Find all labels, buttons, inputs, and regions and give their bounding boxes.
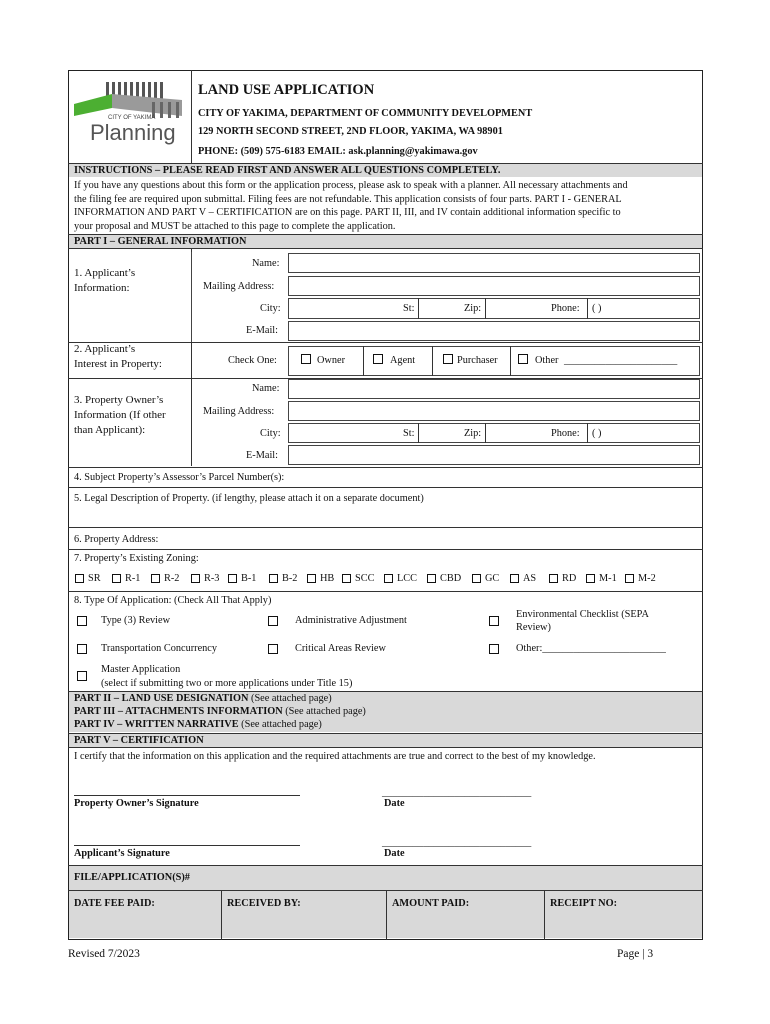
owner-info-label-3: than Applicant): bbox=[74, 424, 146, 436]
owner-signature-label: Property Owner’s Signature bbox=[74, 798, 199, 809]
zoning-option-label: SR bbox=[88, 573, 101, 584]
part3-line bbox=[74, 706, 366, 718]
transport-concurrency-label: Transportation Concurrency bbox=[101, 643, 218, 654]
zoning-b-1-checkbox[interactable] bbox=[228, 574, 237, 583]
part1-heading: PART I – GENERAL INFORMATION bbox=[74, 236, 247, 247]
zoning-option-label: R-3 bbox=[204, 573, 220, 584]
property-address-label: 6. Property Address: bbox=[74, 534, 159, 545]
other-interest-checkbox[interactable] bbox=[518, 354, 528, 364]
applicant-phone-paren: ( ) bbox=[592, 303, 602, 314]
admin-adjustment-label: Administrative Adjustment bbox=[295, 615, 407, 626]
instructions-line: your proposal and MUST be attached to this page to complete the application. bbox=[74, 221, 396, 232]
application-type-label: 8. Type Of Application: (Check All That Apply) bbox=[74, 595, 272, 606]
other-type-label[interactable]: Other:________________________ bbox=[516, 643, 666, 654]
owner-phone-paren: ( ) bbox=[592, 428, 602, 439]
zoning-lcc-checkbox[interactable] bbox=[384, 574, 393, 583]
zoning-option-label: AS bbox=[523, 573, 537, 584]
zoning-b-2-checkbox[interactable] bbox=[269, 574, 278, 583]
applicant-date-label: Date bbox=[384, 848, 405, 859]
department-contact: PHONE: (509) 575-6183 EMAIL: ask.planning@yakimawa.gov bbox=[198, 146, 478, 157]
received-by-label: RECEIVED BY: bbox=[227, 898, 301, 909]
applicant-phone-label: Phone: bbox=[551, 303, 580, 314]
other-interest-line[interactable]: ______________________ bbox=[564, 355, 678, 366]
zoning-r-3-checkbox[interactable] bbox=[191, 574, 200, 583]
owner-city-label: City: bbox=[260, 428, 281, 439]
instructions-heading: INSTRUCTIONS – PLEASE READ FIRST AND ANSWER ALL QUESTIONS COMPLETELY. bbox=[74, 165, 501, 176]
owner-name-input[interactable] bbox=[288, 379, 700, 399]
part4-heading: PART IV – WRITTEN NARRATIVE bbox=[74, 719, 239, 730]
receipt-number-label: RECEIPT NO: bbox=[550, 898, 618, 909]
amount-paid-label: AMOUNT PAID: bbox=[392, 898, 470, 909]
applicant-label: 1. Applicant’s bbox=[74, 267, 136, 279]
type3-review-checkbox[interactable] bbox=[77, 616, 87, 626]
agent-option-label: Agent bbox=[390, 355, 416, 366]
zoning-as-checkbox[interactable] bbox=[510, 574, 519, 583]
zoning-r-2-checkbox[interactable] bbox=[151, 574, 160, 583]
purchaser-checkbox[interactable] bbox=[443, 354, 453, 364]
applicant-city-label: City: bbox=[260, 303, 281, 314]
zoning-option-label: B-2 bbox=[282, 573, 298, 584]
zoning-option-label: R-1 bbox=[125, 573, 141, 584]
zoning-option-label: HB bbox=[320, 573, 335, 584]
zoning-r-1-checkbox[interactable] bbox=[112, 574, 121, 583]
admin-adjustment-checkbox[interactable] bbox=[268, 616, 278, 626]
file-application-label: FILE/APPLICATION(S)# bbox=[74, 872, 190, 883]
master-application-label: Master Application bbox=[101, 664, 181, 675]
zoning-option-label: B-1 bbox=[241, 573, 257, 584]
purchaser-option-label: Purchaser bbox=[457, 355, 498, 366]
department-address: 129 NORTH SECOND STREET, 2ND FLOOR, YAKIMA, WA 98901 bbox=[198, 126, 503, 137]
applicant-name-input[interactable] bbox=[288, 253, 700, 273]
zoning-option-label: GC bbox=[485, 573, 500, 584]
logo-planning-text: Planning bbox=[90, 120, 176, 145]
owner-state-label: St: bbox=[403, 428, 415, 439]
part4-note: (See attached page) bbox=[238, 719, 322, 730]
applicant-zip-label: Zip: bbox=[464, 303, 482, 314]
master-application-checkbox[interactable] bbox=[77, 671, 87, 681]
owner-option-label: Owner bbox=[317, 355, 346, 366]
interest-label: 2. Applicant’s bbox=[74, 343, 136, 355]
critical-areas-checkbox[interactable] bbox=[268, 644, 278, 654]
owner-mailing-input[interactable] bbox=[288, 401, 700, 421]
part2-heading: PART II – LAND USE DESIGNATION bbox=[74, 693, 249, 704]
instructions-line: the filing fee are required upon submittal. Filing fees are not refundable. This application consists of four parts. PART I - GENERAL bbox=[74, 194, 622, 205]
applicant-signature-label: Applicant’s Signature bbox=[74, 848, 170, 859]
zoning-gc-checkbox[interactable] bbox=[472, 574, 481, 583]
part2-note: (See attached page) bbox=[248, 693, 332, 704]
instructions-line: INFORMATION AND PART V – CERTIFICATION are on this page. PART II, III, and IV contain additional information specific to bbox=[74, 207, 621, 218]
agent-checkbox[interactable] bbox=[373, 354, 383, 364]
page-number: Page | 3 bbox=[617, 948, 654, 960]
applicant-state-label: St: bbox=[403, 303, 415, 314]
applicant-mailing-input[interactable] bbox=[288, 276, 700, 296]
zoning-option-label: LCC bbox=[397, 573, 418, 584]
check-one-label: Check One: bbox=[228, 355, 277, 366]
zoning-scc-checkbox[interactable] bbox=[342, 574, 351, 583]
zoning-cbd-checkbox[interactable] bbox=[427, 574, 436, 583]
applicant-name-label: Name: bbox=[252, 258, 280, 269]
interest-label-2: Interest in Property: bbox=[74, 358, 162, 370]
owner-email-label: E-Mail: bbox=[246, 450, 279, 461]
part5-heading: PART V – CERTIFICATION bbox=[74, 735, 204, 746]
transport-concurrency-checkbox[interactable] bbox=[77, 644, 87, 654]
owner-date-label: Date bbox=[384, 798, 405, 809]
zoning-option-label: M-2 bbox=[638, 573, 656, 584]
part3-note: (See attached page) bbox=[282, 706, 366, 717]
zoning-m-1-checkbox[interactable] bbox=[586, 574, 595, 583]
env-checklist-label: Environmental Checklist (SEPA bbox=[516, 609, 649, 620]
applicant-email-label: E-Mail: bbox=[246, 325, 279, 336]
form-title: LAND USE APPLICATION bbox=[198, 82, 375, 98]
owner-phone-label: Phone: bbox=[551, 428, 580, 439]
master-application-note: (select if submitting two or more applications under Title 15) bbox=[101, 678, 353, 689]
zoning-option-label: RD bbox=[562, 573, 577, 584]
owner-info-label-2: Information (If other bbox=[74, 409, 166, 421]
department-name: CITY OF YAKIMA, DEPARTMENT OF COMMUNITY DEVELOPMENT bbox=[198, 108, 533, 119]
other-type-checkbox[interactable] bbox=[489, 644, 499, 654]
critical-areas-label: Critical Areas Review bbox=[295, 643, 386, 654]
applicant-city-input[interactable] bbox=[288, 298, 700, 319]
env-checklist-checkbox[interactable] bbox=[489, 616, 499, 626]
legal-description-label: 5. Legal Description of Property. (if lengthy, please attach it on a separate document) bbox=[74, 493, 424, 504]
env-checklist-label-2: Review) bbox=[516, 622, 551, 633]
applicant-email-input[interactable] bbox=[288, 321, 700, 341]
owner-date-line[interactable]: _____________________________ bbox=[382, 787, 532, 798]
owner-signature-line[interactable] bbox=[74, 795, 300, 796]
parcel-number-label: 4. Subject Property’s Assessor’s Parcel Number(s): bbox=[74, 472, 285, 483]
owner-info-label: 3. Property Owner’s bbox=[74, 394, 164, 406]
other-interest-label: Other bbox=[535, 355, 559, 366]
zoning-rd-checkbox[interactable] bbox=[549, 574, 558, 583]
applicant-mailing-label: Mailing Address: bbox=[203, 281, 275, 292]
instructions-line: If you have any questions about this form or the application process, please ask to speak with a planner. All necessary attachments and bbox=[74, 180, 628, 191]
part4-line bbox=[74, 719, 322, 731]
owner-checkbox[interactable] bbox=[301, 354, 311, 364]
part3-heading: PART III – ATTACHMENTS INFORMATION bbox=[74, 706, 283, 717]
zoning-option-label: CBD bbox=[440, 573, 462, 584]
part2-line bbox=[74, 693, 332, 705]
logo-small-text: CITY OF YAKIMA bbox=[108, 115, 156, 121]
applicant-label-2: Information: bbox=[74, 282, 130, 294]
zoning-option-label: M-1 bbox=[599, 573, 617, 584]
owner-email-input[interactable] bbox=[288, 445, 700, 465]
applicant-signature-line[interactable] bbox=[74, 845, 300, 846]
owner-mailing-label: Mailing Address: bbox=[203, 406, 275, 417]
planning-logo bbox=[72, 76, 184, 146]
owner-zip-label: Zip: bbox=[464, 428, 482, 439]
zoning-label: 7. Property’s Existing Zoning: bbox=[74, 553, 199, 564]
applicant-date-line[interactable]: _____________________________ bbox=[382, 837, 532, 848]
certification-statement: I certify that the information on this application and the required attachments are true and correct to the best of my knowledge. bbox=[74, 751, 596, 762]
owner-city-input[interactable] bbox=[288, 423, 700, 443]
type3-review-label: Type (3) Review bbox=[101, 615, 171, 626]
revision-date: Revised 7/2023 bbox=[68, 948, 140, 960]
zoning-m-2-checkbox[interactable] bbox=[625, 574, 634, 583]
owner-name-label: Name: bbox=[252, 383, 280, 394]
zoning-hb-checkbox[interactable] bbox=[307, 574, 316, 583]
zoning-option-label: SCC bbox=[355, 573, 375, 584]
zoning-sr-checkbox[interactable] bbox=[75, 574, 84, 583]
zoning-option-label: R-2 bbox=[164, 573, 180, 584]
date-fee-paid-label: DATE FEE PAID: bbox=[74, 898, 155, 909]
